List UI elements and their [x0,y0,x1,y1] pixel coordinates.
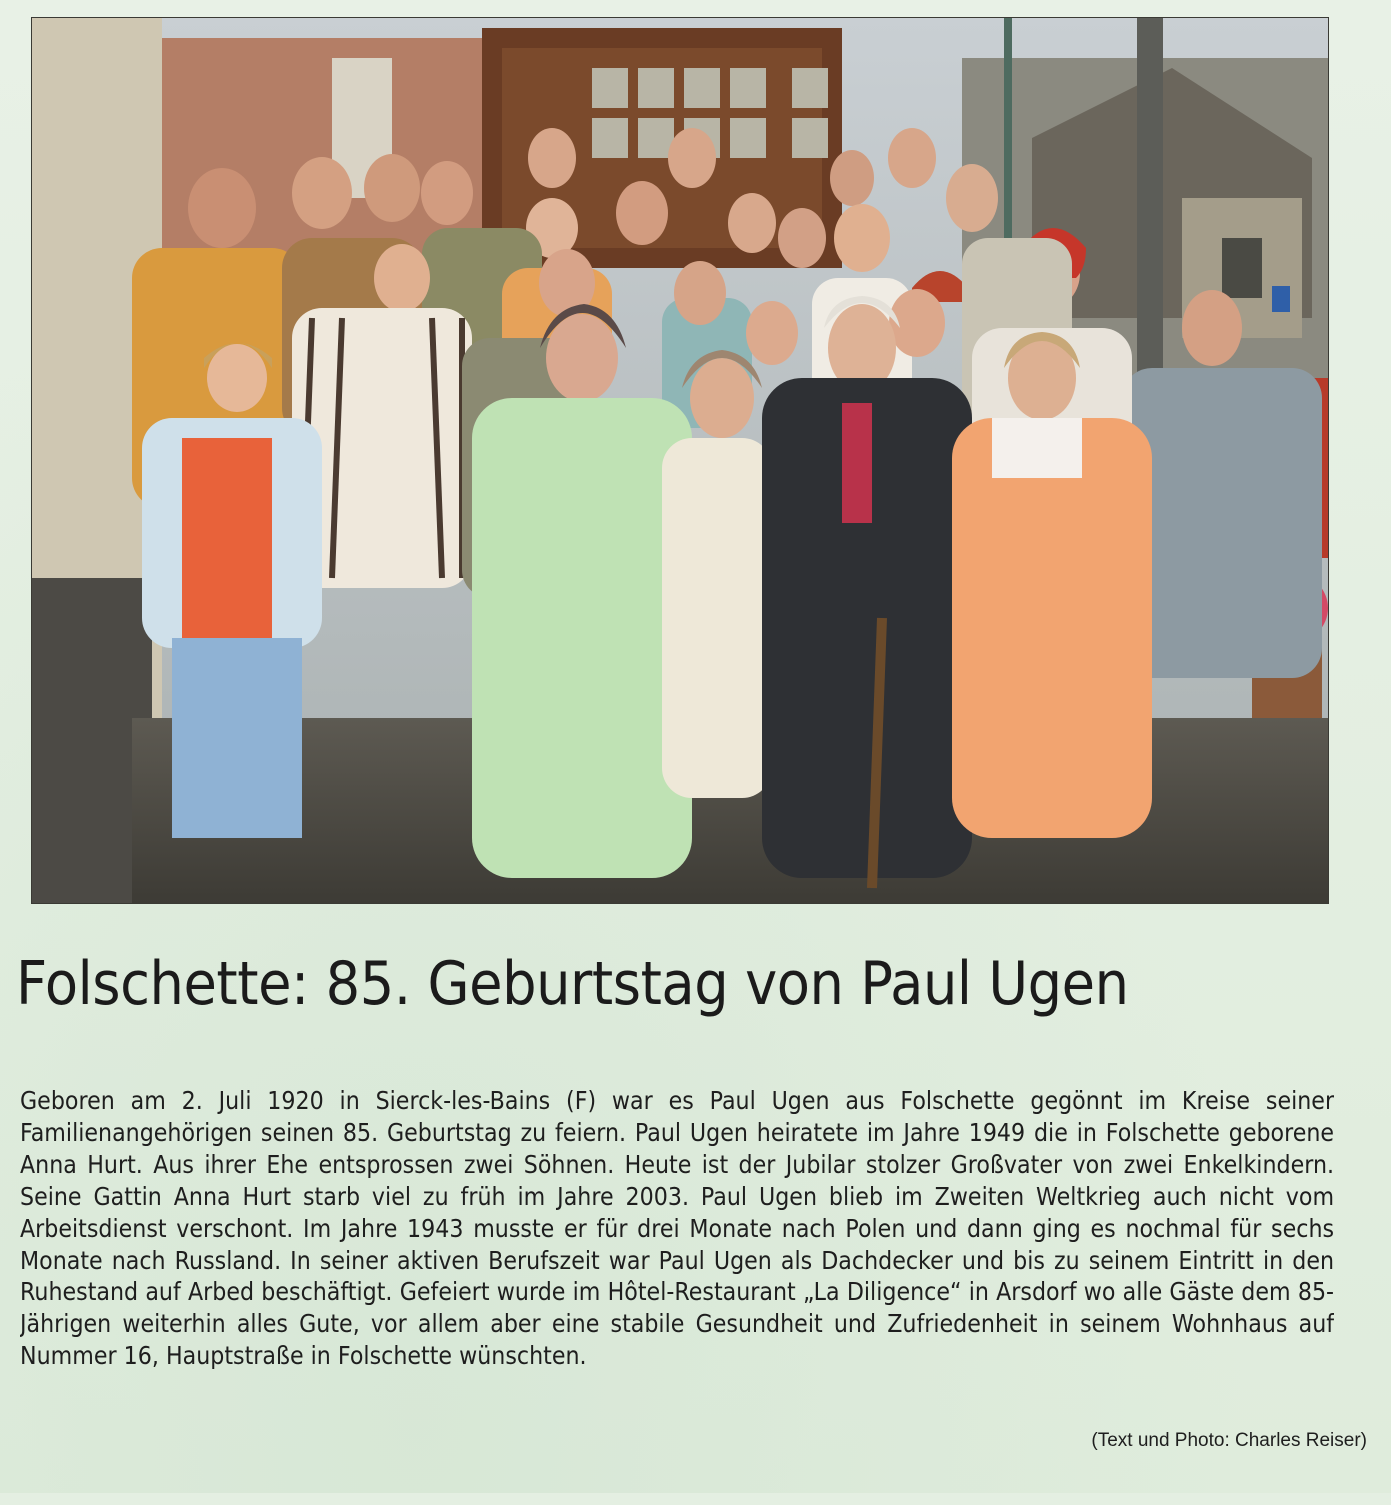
article-headline: Folschette: 85. Geburtstag von Paul Ugen [16,949,1129,1019]
group-photo [32,18,1328,903]
article-body: Geboren am 2. Juli 1920 in Sierck-les-Bains (F) war es Paul Ugen aus Folschette gegönnt im Kreise seiner Familienangehörigen seinen 85. Geburtstag zu feiern. Paul Ugen heiratete im Jahre 1949 die in Folschette geborene Anna Hurt. Aus ihrer Ehe entsprossen zwei Söhnen. Heute ist der Jubilar stolzer Großvater von zwei Enkelkindern. Seine Gattin Anna Hurt starb viel zu früh im Jahre 2003. Paul Ugen blieb im Zweiten Weltkrieg auch nicht vom Arbeitsdienst verschont. Im Jahre 1943 musste er für drei Monate nach Polen und dann ging es nochmal für sechs Monate nach Russland. In seiner aktiven Berufszeit war Paul Ugen als Dachdecker und bis zu seinem Eintritt in den Ruhestand auf Arbed beschäftigt. Gefeiert wurde im Hôtel-Restaurant „La Diligence“ in Arsdorf wo alle Gäste dem 85-Jährigen weiterhin alles Gute, vor allem aber eine stabile Gesundheit und Zufriedenheit in seinem Wohnhaus auf Nummer 16, Hauptstraße in Folschette wünschten. [20,1086,1335,1371]
photo-credit: (Text und Photo: Charles Reiser) [1091,1430,1367,1451]
group-photo-illustration [32,18,1328,903]
